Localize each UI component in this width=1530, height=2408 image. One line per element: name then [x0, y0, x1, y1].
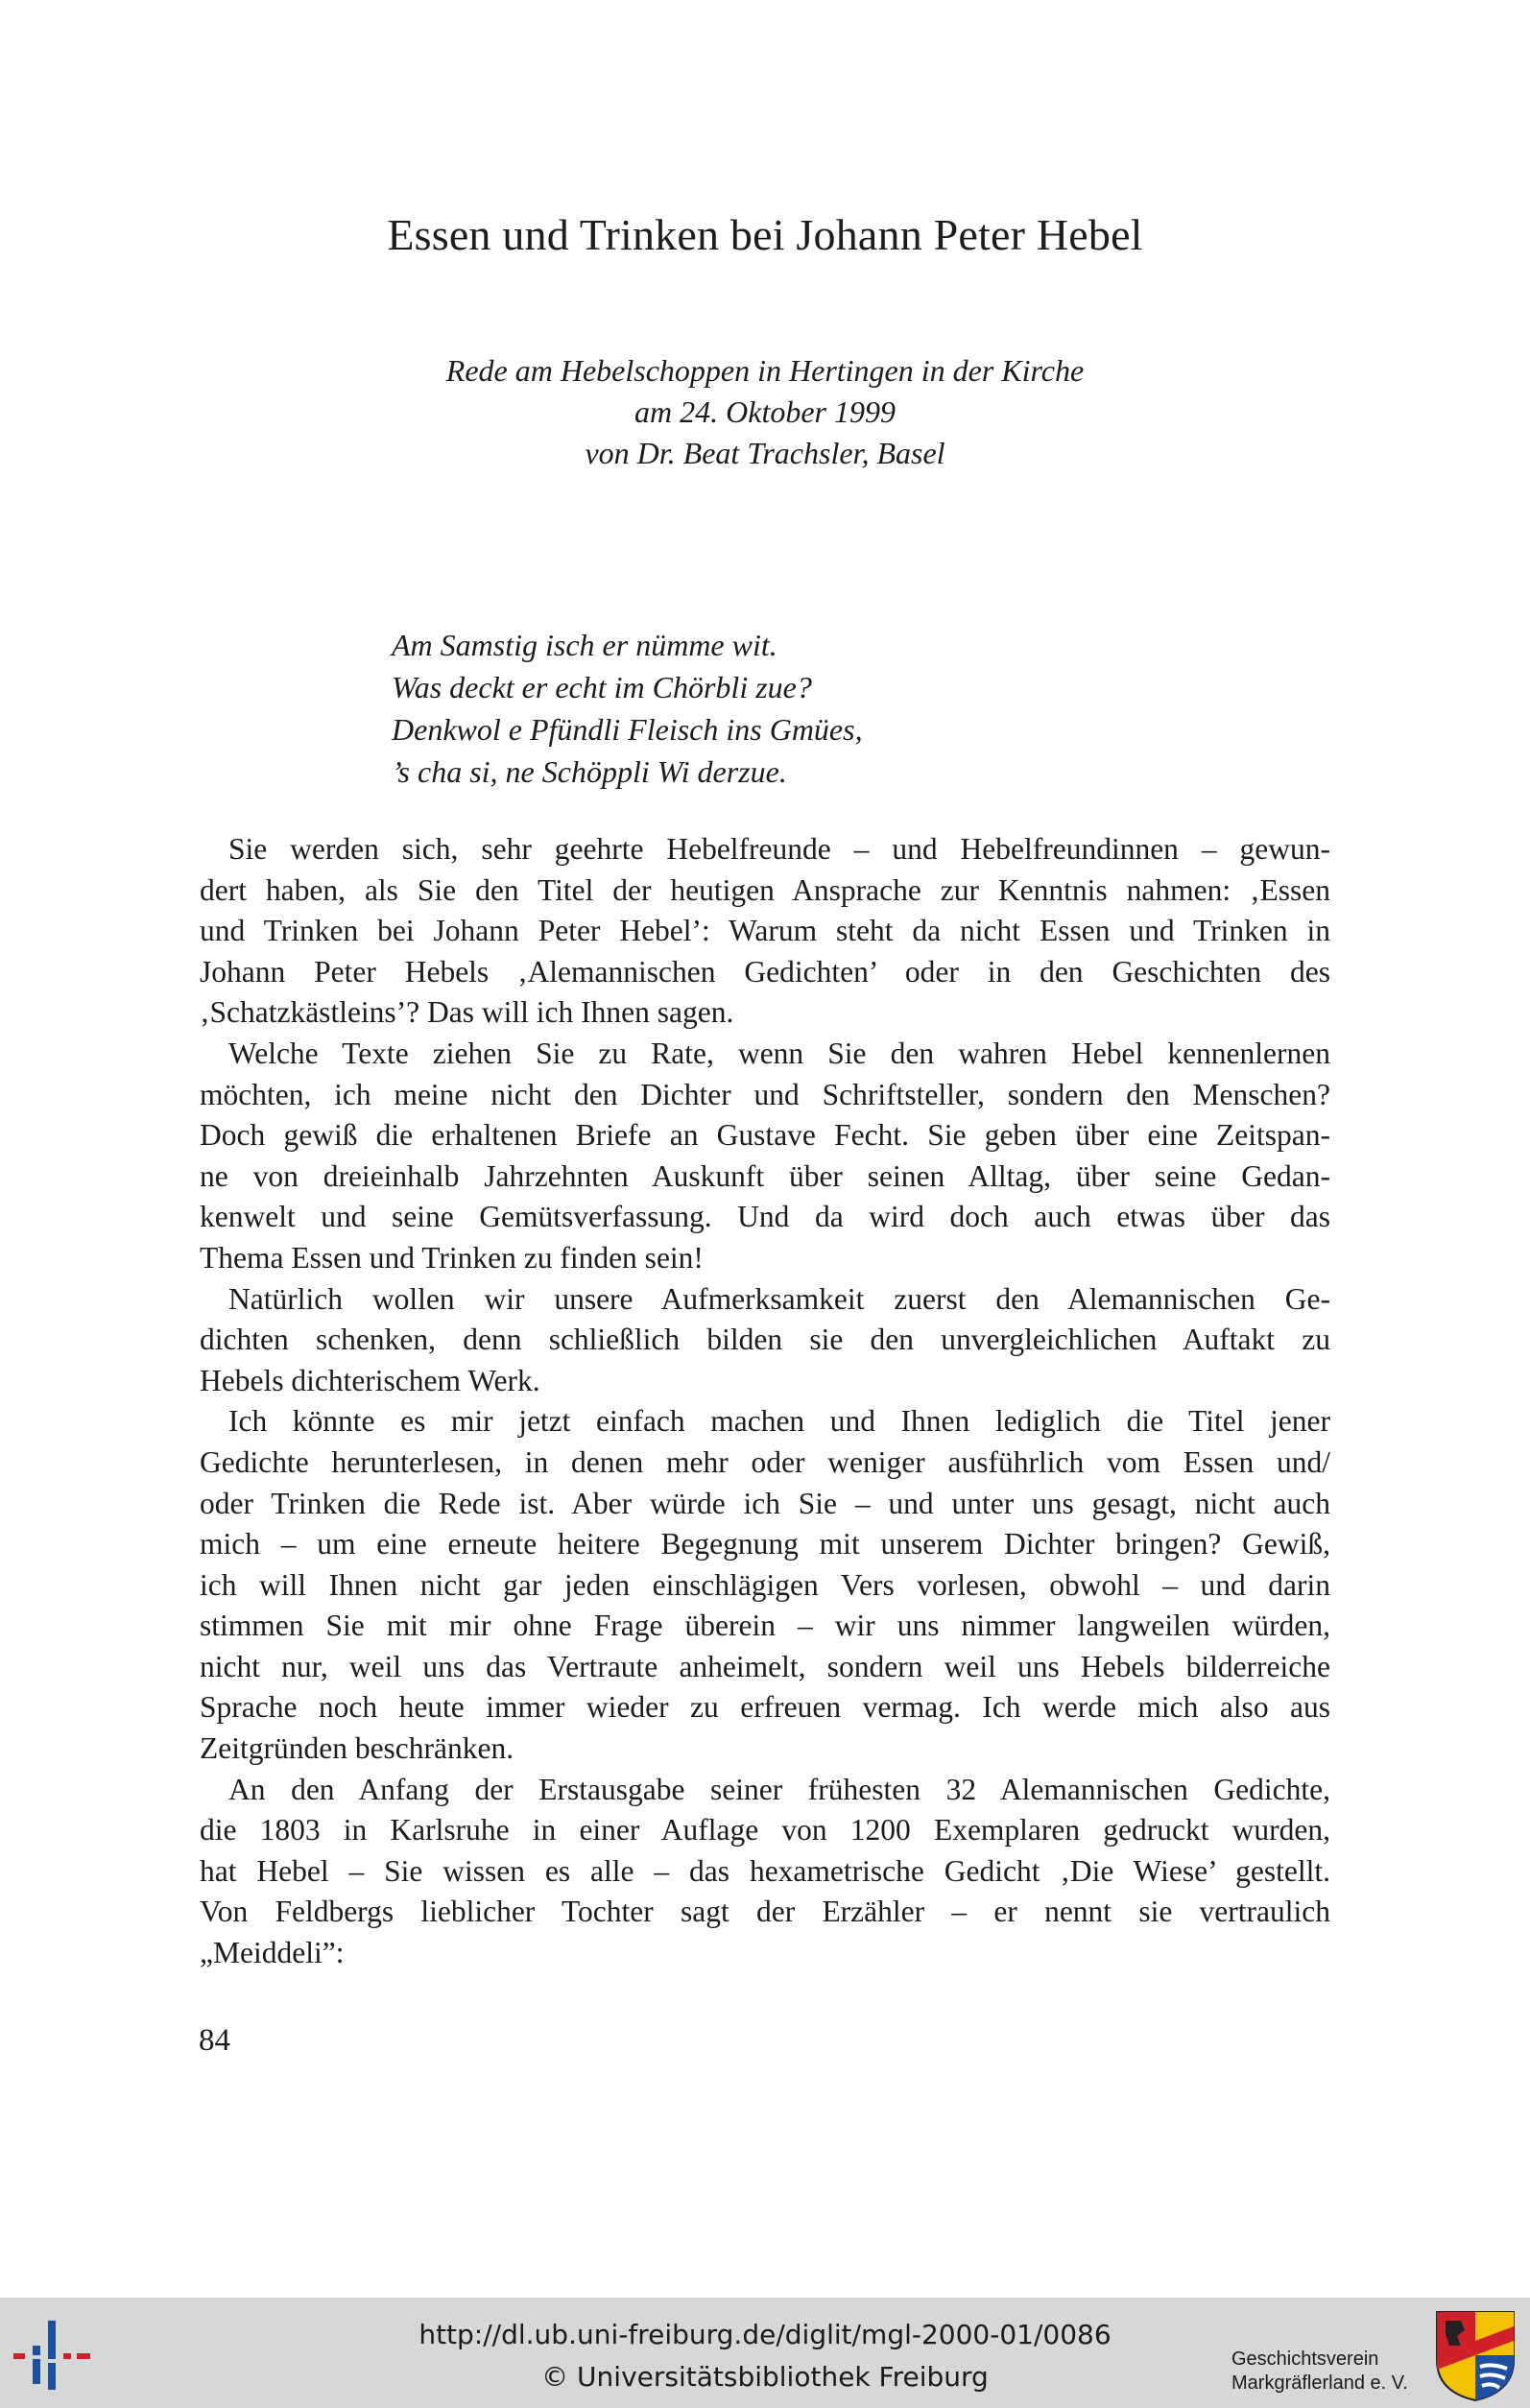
text-line: die 1803 in Karlsruhe in einer Auflage von 1200 Exemplaren gedruckt wurden,: [200, 1813, 1330, 1848]
paragraph: [200, 1034, 1330, 1279]
text-line: Natürlich wollen wir unsere Aufmerksamkeit zuerst den Alemannischen Ge-: [228, 1281, 1330, 1316]
subtitle-line: von Dr. Beat Trachsler, Basel: [585, 436, 945, 470]
permalink-url[interactable]: http://dl.ub.uni-freiburg.de/diglit/mgl-2000-01/0086: [418, 2319, 1112, 2350]
subtitle-line: am 24. Oktober 1999: [634, 394, 896, 429]
body-text: [200, 829, 1330, 1974]
text-line: Von Feldbergs lieblicher Tochter sagt der Erzähler – er nennt sie vertraulich: [200, 1895, 1330, 1929]
paragraph: [200, 1401, 1330, 1769]
text-line: An den Anfang der Erstausgabe seiner frühesten 32 Alemannischen Gedichte,: [228, 1772, 1330, 1806]
text-line: und Trinken bei Johann Peter Hebel’: Warum steht da nicht Essen und Trinken in: [200, 914, 1330, 948]
paragraph: [200, 1770, 1330, 1974]
text-line: Sie werden sich, sehr geehrte Hebelfreunde – und Hebelfreundinnen – gewun-: [228, 832, 1330, 866]
text-line: Zeitgründen beschränken.: [200, 1731, 514, 1766]
text-line: Johann Peter Hebels ‚Alemannischen Gedichten’ oder in den Geschichten des: [200, 954, 1330, 989]
viewer-footer: [0, 2298, 1530, 2408]
text-line: ‚Schatzkästleins’? Das will ich Ihnen sagen.: [200, 995, 734, 1030]
text-line: Doch gewiß die erhaltenen Briefe an Gustave Fecht. Sie geben über eine Zeitspan-: [200, 1118, 1330, 1153]
verse-epigraph: [392, 624, 1255, 793]
page-number: 84: [199, 2023, 230, 2058]
text-line: ne von dreieinhalb Jahrzehnten Auskunft über seinen Alltag, über seine Gedan-: [200, 1158, 1330, 1193]
text-line: kenwelt und seine Gemütsverfassung. Und da wird doch auch etwas über das: [200, 1200, 1330, 1234]
verse-line: Denkwol e Pfündli Fleisch ins Gmües,: [392, 712, 863, 747]
text-line: Sprache noch heute immer wieder zu erfreuen vermag. Ich werde mich also aus: [200, 1690, 1330, 1725]
coat-of-arms-icon[interactable]: [1432, 2307, 1518, 2403]
association-line: Markgräflerland e. V.: [1231, 2372, 1408, 2394]
text-line: Gedichte herunterlesen, in denen mehr oder weniger ausführlich vom Essen und/: [200, 1444, 1330, 1479]
text-line: oder Trinken die Rede ist. Aber würde ich Sie – und unter uns gesagt, nicht auch: [200, 1486, 1330, 1520]
text-line: Hebels dichterischem Werk.: [200, 1363, 540, 1397]
article-title: Essen und Trinken bei Johann Peter Hebel: [387, 210, 1143, 259]
text-line: hat Hebel – Sie wissen es alle – das hexametrische Gedicht ‚Die Wiese’ gestellt.: [200, 1853, 1330, 1888]
verse-line: Was deckt er echt im Chörbli zue?: [392, 670, 812, 704]
text-line: Welche Texte ziehen Sie zu Rate, wenn Sie den wahren Hebel kennenlernen: [228, 1036, 1330, 1070]
text-line: Thema Essen und Trinken zu finden sein!: [200, 1240, 704, 1275]
subtitle-line: Rede am Hebelschoppen in Hertingen in der Kirche: [445, 353, 1085, 388]
verse-line: ’s cha si, ne Schöppli Wi derzue.: [392, 754, 787, 789]
text-line: Ich könnte es mir jetzt einfach machen und Ihnen lediglich die Titel jener: [228, 1404, 1330, 1439]
text-line: stimmen Sie mit mir ohne Frage überein – wir uns nimmer langweilen würden,: [200, 1609, 1330, 1643]
text-line: mich – um eine erneute heitere Begegnung mit unserem Dichter bringen? Gewiß,: [200, 1527, 1330, 1562]
text-line: ich will Ihnen nicht gar jeden einschlägigen Vers vorlesen, obwohl – und darin: [200, 1567, 1330, 1602]
association-name: [1231, 2348, 1408, 2396]
text-line: möchten, ich meine nicht den Dichter und Schriftsteller, sondern den Menschen?: [200, 1077, 1330, 1111]
association-line: Geschichtsverein: [1231, 2348, 1379, 2370]
verse-line: Am Samstig isch er nümme wit.: [392, 628, 777, 662]
copyright-notice: © Universitätsbibliothek Freiburg: [541, 2361, 989, 2393]
text-line: dert haben, als Sie den Titel der heutigen Ansprache zur Kenntnis nahmen: ‚Essen: [200, 872, 1330, 907]
text-line: dichten schenken, denn schließlich bilden sie den unvergleichlichen Auftakt zu: [200, 1323, 1330, 1357]
article-subtitle: [0, 350, 1530, 474]
paragraph: [200, 829, 1330, 1034]
text-line: nicht nur, weil uns das Vertraute anheimelt, sondern weil uns Hebels bilderreiche: [200, 1649, 1330, 1683]
text-line: „Meiddeli”:: [200, 1936, 345, 1970]
paragraph: [200, 1279, 1330, 1402]
